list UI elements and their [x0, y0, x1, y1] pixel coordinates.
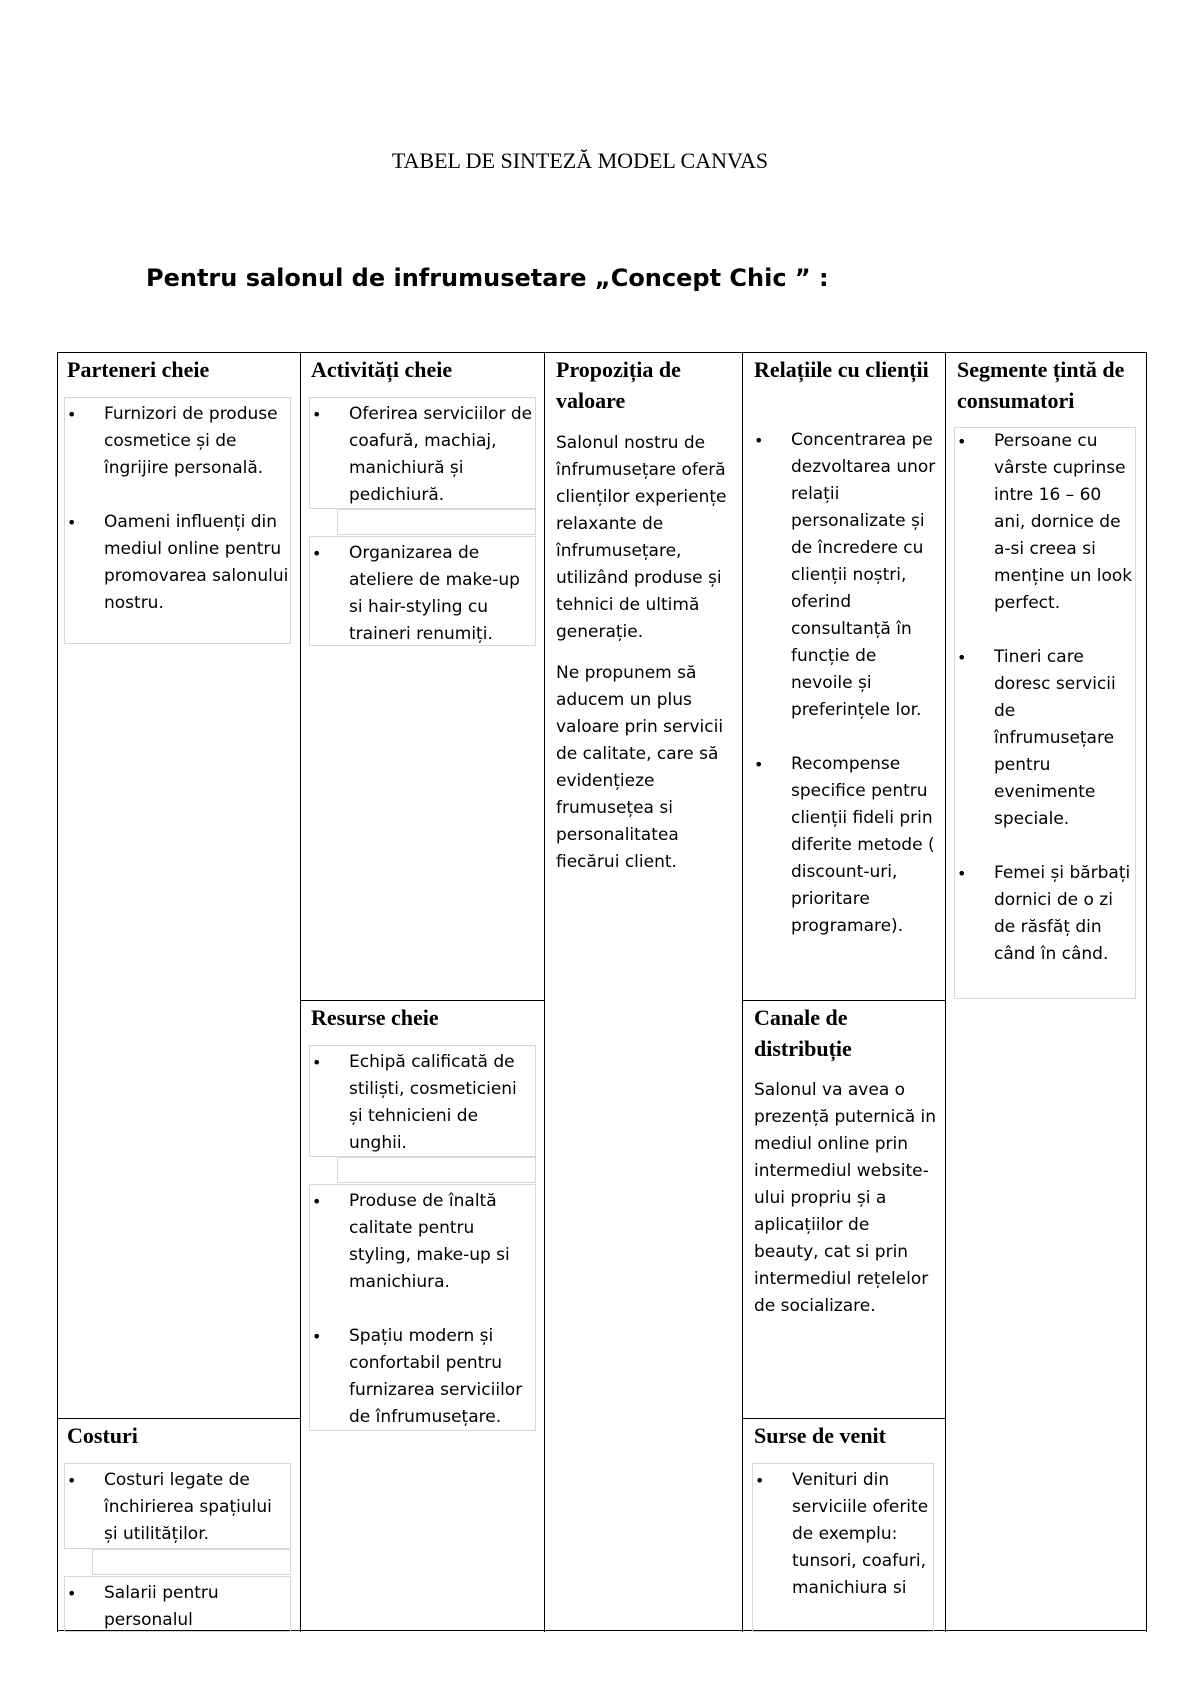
channels-revenue-divider [742, 1418, 945, 1419]
cost-item: • Costuri legate de închirierea spațiului și utilităților. [67, 1467, 290, 1548]
costs-empty-row [92, 1549, 291, 1575]
key-activities-heading: Activități cheie [311, 357, 453, 382]
activities-resources-divider [300, 1000, 544, 1001]
key-partner-item: • Furnizori de produse cosmetice și de îngrijire personală. [67, 401, 290, 482]
key-partners-heading: Parteneri cheie [67, 357, 210, 382]
document-title: TABEL DE SINTEZĂ MODEL CANVAS [391, 148, 769, 173]
customer-relationship-item: • Recompense specifice pentru clienții fideli prin diferite metode ( discount-uri, prioritare programare). [754, 751, 940, 940]
key-resource-item: • Spațiu modern și confortabil pentru furnizarea serviciilor de înfrumusețare. [312, 1323, 535, 1431]
customer-segment-item: • Femei și bărbați dornici de o zi de răsfăț din când în când. [957, 860, 1135, 968]
channels-heading: Canale de distribuție [754, 1005, 852, 1061]
value-proposition-heading: Propoziția de valoare [556, 357, 681, 413]
column-divider-4 [945, 352, 946, 1632]
column-divider-3 [742, 352, 743, 1632]
revenue-text-box [752, 1463, 934, 1632]
value-proposition-text [556, 430, 738, 876]
document-subtitle: Pentru salonul de infrumusetare „Concept Chic ” : [146, 264, 829, 292]
revenue-heading: Surse de venit [754, 1423, 886, 1448]
partners-costs-divider [57, 1418, 300, 1419]
column-divider-1 [300, 352, 301, 1632]
customer-segment-item: • Persoane cu vârste cuprinse intre 16 – 60 ani, dornice de a-si creea si menține un look perfect. [957, 428, 1135, 617]
customer-relationships-heading: Relațiile cu clienții [754, 357, 929, 382]
value-proposition-paragraph: Ne propunem să aducem un plus valoare prin servicii de calitate, care să evidențieze frumusețea si personalitatea fiecărui client. [556, 663, 724, 872]
key-partner-item: • Oameni influenți din mediul online pentru promovarea salonului nostru. [67, 509, 290, 617]
channels-text: Salonul va avea o prezență puternică in mediul online prin intermediul website-ului propriu și a aplicațiilor de beauty, cat si prin intermediul rețelelor de socializare. [754, 1080, 937, 1316]
customer-segment-item: • Tineri care doresc servicii de înfrumusețare pentru evenimente speciale. [957, 644, 1135, 833]
key-resource-item: • Echipă calificată de stiliști, cosmeticieni și tehnicieni de unghii. [312, 1049, 535, 1157]
key-resources-heading: Resurse cheie [311, 1005, 439, 1030]
table-top-border [57, 352, 1147, 353]
key-resources-text-box-2 [309, 1184, 536, 1431]
table-left-border [57, 352, 58, 1632]
costs-text-box-2 [64, 1576, 291, 1632]
key-activities-text-box-2 [309, 536, 536, 646]
revenue-item: • Venituri din serviciile oferite de exemplu: tunsori, coafuri, manichiura si [755, 1467, 933, 1602]
customer-relationship-item: • Concentrarea pe dezvoltarea unor relații personalizate și de încredere cu clienții noștri, oferind consultanță în funcție de nevoile și preferințele lor. [754, 427, 940, 724]
customer-segments-text-box [954, 427, 1136, 999]
key-activities-empty-row [337, 509, 536, 535]
customer-segments-heading: Segmente țintă de consumatori [957, 357, 1125, 413]
key-resources-text-box-1 [309, 1045, 536, 1157]
customer-relationships-list [754, 427, 940, 940]
key-resources-empty-row [337, 1157, 536, 1183]
key-activity-item: • Oferirea serviciilor de coafură, machiaj, manichiură și pedichiură. [312, 401, 535, 509]
table-right-border [1146, 352, 1147, 1632]
costs-text-box-1 [64, 1463, 291, 1549]
business-model-canvas-table [57, 352, 1147, 1632]
key-activities-text-box-1 [309, 397, 536, 509]
cost-item: • Salarii pentru personalul [67, 1580, 290, 1632]
key-partners-text-box [64, 397, 291, 644]
column-divider-2 [544, 352, 545, 1632]
value-proposition-paragraph: Salonul nostru de înfrumusețare oferă clienților experiențe relaxante de înfrumusețare, utilizând produse și tehnici de ultimă generație. [556, 433, 727, 642]
key-activity-item: • Organizarea de ateliere de make-up si hair-styling cu traineri renumiți. [312, 540, 535, 648]
key-resource-item: • Produse de înaltă calitate pentru styling, make-up si manichiura. [312, 1188, 535, 1296]
relationships-channels-divider [742, 1000, 945, 1001]
costs-heading: Costuri [67, 1423, 138, 1448]
